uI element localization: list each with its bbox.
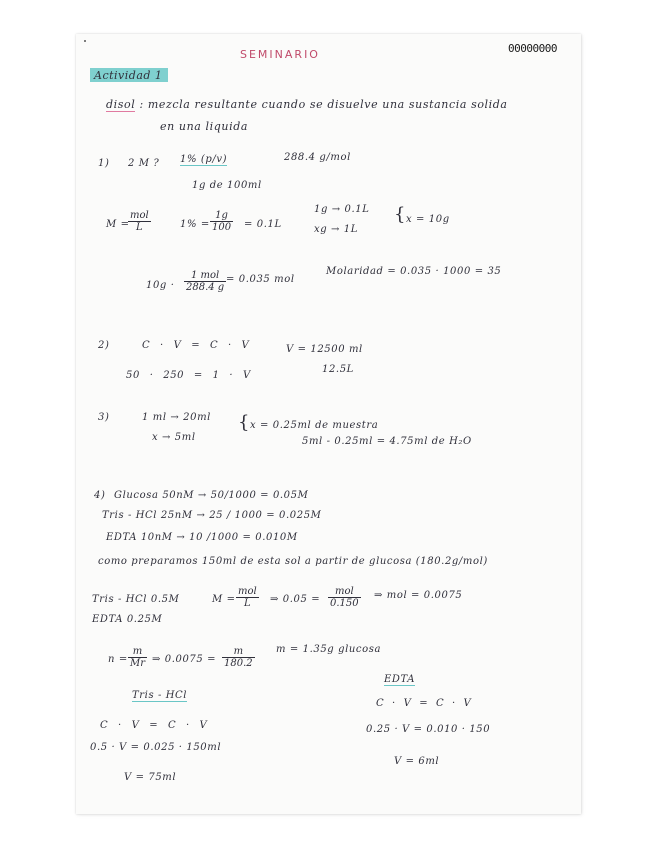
p4-n-lhs: n = xyxy=(108,654,128,665)
p2-volume-l: 12.5L xyxy=(322,364,354,375)
activity-label: Actividad 1 xyxy=(90,68,168,82)
p4-m-num: mol xyxy=(238,586,257,597)
p4-n-den: Mr xyxy=(130,658,146,669)
p2-equation-2: 50 · 250 = 1 · V xyxy=(126,370,251,381)
page-title: SEMINARIO xyxy=(240,48,320,61)
definition-line-2: en una liquida xyxy=(160,120,248,133)
tris-equation-1: C · V = C · V xyxy=(100,720,208,731)
p1-rule-2: xg → 1L xyxy=(314,224,358,235)
p1-calc-rhs: = 0.035 mol xyxy=(226,274,295,285)
p3-result: x = 0.25ml de muestra xyxy=(250,420,379,431)
p1-pct-num: 1g xyxy=(210,210,233,222)
p4-edta-stock: EDTA 0.25M xyxy=(92,614,163,625)
p1-pct-lhs: 1% = xyxy=(180,219,210,230)
p4-question: como preparamos 150ml de esta sol a partir de glucosa (180.2g/mol) xyxy=(98,556,488,567)
p4-n-result: m = 1.35g glucosa xyxy=(276,644,382,655)
p2-volume-ml: V = 12500 ml xyxy=(286,344,363,355)
p4-n-mid: ⇒ 0.0075 = xyxy=(152,654,217,665)
p1-m-num: mol xyxy=(130,210,149,221)
p4-n-fraction-2 xyxy=(222,646,255,669)
p1-pct-den: 100 xyxy=(212,222,232,233)
notebook-page xyxy=(76,34,581,814)
p4-tris: Tris - HCl 25nM → 25 / 1000 = 0.025M xyxy=(102,510,322,521)
p1-calc-fraction xyxy=(184,270,226,293)
p4-m-num-2: mol xyxy=(328,586,361,598)
edta-equation-1: C · V = C · V xyxy=(376,698,472,709)
p1-m-fraction xyxy=(128,210,151,233)
p1-pct-fraction xyxy=(210,210,233,233)
p2-number: 2) xyxy=(98,340,110,351)
brace-icon: { xyxy=(394,204,406,225)
p1-number: 1) xyxy=(98,158,110,169)
p3-number: 3) xyxy=(98,412,110,423)
brace-icon: { xyxy=(238,412,250,433)
definition-line-1 xyxy=(106,98,508,111)
p3-rule-1: 1 ml → 20ml xyxy=(142,412,211,423)
p1-brace-note: 1g de 100ml xyxy=(192,180,262,191)
p4-m-result: ⇒ mol = 0.0075 xyxy=(374,590,463,601)
tris-equation-2: 0.5 · V = 0.025 · 150ml xyxy=(90,742,222,753)
p1-m-den: L xyxy=(136,222,143,233)
edta-result: V = 6ml xyxy=(394,756,440,767)
p4-m-fraction xyxy=(236,586,259,609)
p1-m-lhs: M = xyxy=(106,219,130,230)
p4-glucose: Glucosa 50nM → 50/1000 = 0.05M xyxy=(114,490,309,501)
p1-percent: 1% (p/v) xyxy=(180,154,228,165)
p1-rule-result: x = 10g xyxy=(406,214,450,225)
p1-rule-1: 1g → 0.1L xyxy=(314,204,370,215)
edta-equation-2: 0.25 · V = 0.010 · 150 xyxy=(366,724,491,735)
p1-calc-den: 288.4 g xyxy=(186,282,225,293)
p4-m-fraction-2 xyxy=(328,586,361,609)
definition-text: : mezcla resultante cuando se disuelve una sustancia solida xyxy=(139,98,508,111)
tris-result: V = 75ml xyxy=(124,772,177,783)
p3-water: 5ml - 0.25ml = 4.75ml de H₂O xyxy=(302,436,472,447)
p4-tris-stock: Tris - HCl 0.5M xyxy=(92,594,180,605)
p1-molaridad: Molaridad = 0.035 · 1000 = 35 xyxy=(326,266,502,277)
p1-calc-lhs: 10g · xyxy=(146,280,175,291)
p1-question: 2 M ? xyxy=(128,158,160,169)
p1-molar-mass: 288.4 g/mol xyxy=(284,152,351,163)
p4-edta: EDTA 10nM → 10 /1000 = 0.010M xyxy=(106,532,298,543)
p4-m-mid: ⇒ 0.05 = xyxy=(270,594,321,605)
p4-n-den-2: 180.2 xyxy=(224,658,253,669)
p4-n-num-2: m xyxy=(222,646,255,658)
p4-m-den-2: 0.150 xyxy=(330,598,359,609)
p4-m-lhs: M = xyxy=(212,594,236,605)
p2-equation-1: C · V = C · V xyxy=(142,340,250,351)
p4-m-den: L xyxy=(244,598,251,609)
page-mark xyxy=(84,40,86,42)
p1-calc-num: 1 mol xyxy=(184,270,226,282)
p4-n-fraction xyxy=(128,646,147,669)
p4-number: 4) xyxy=(94,490,106,501)
page-code: 00000000 xyxy=(508,42,557,55)
p4-n-num: m xyxy=(128,646,147,658)
definition-term: disol xyxy=(106,98,136,111)
p3-rule-2: x → 5ml xyxy=(152,432,196,443)
edta-heading: EDTA xyxy=(384,674,416,685)
p1-pct-rhs: = 0.1L xyxy=(244,219,282,230)
tris-heading: Tris - HCl xyxy=(132,690,188,701)
